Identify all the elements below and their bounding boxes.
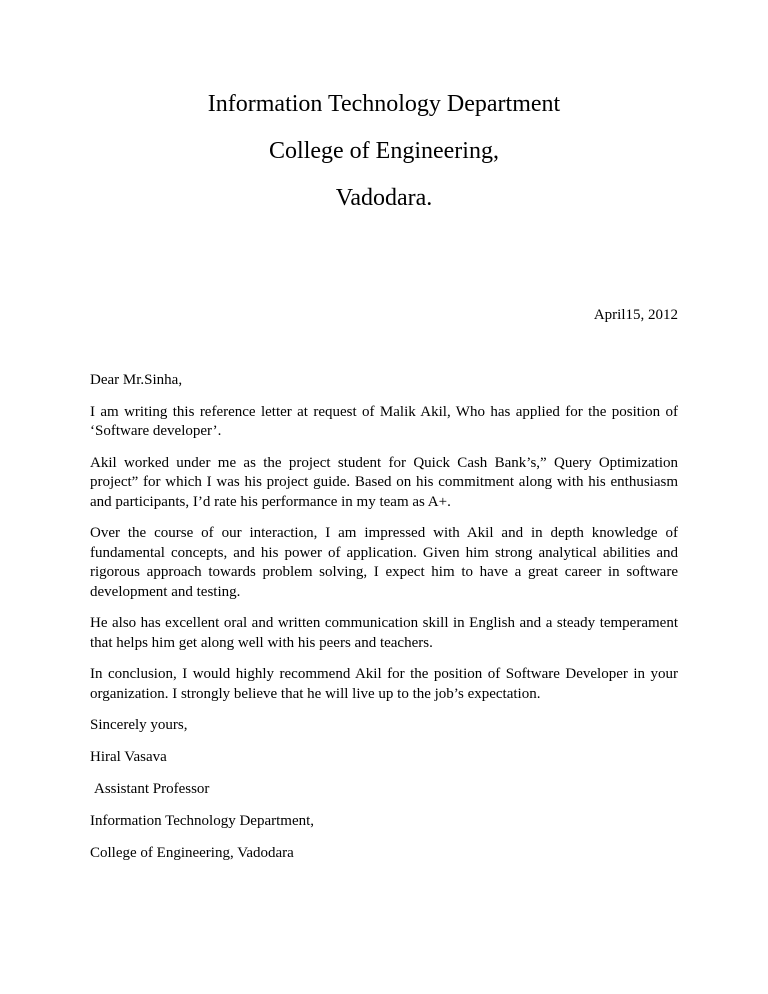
letter-date: April15, 2012 — [593, 307, 678, 323]
letterhead-department: Information Technology Department — [207, 91, 561, 117]
signer-name: Hiral Vasava — [90, 749, 167, 765]
signer-institution: College of Engineering, Vadodara — [90, 845, 294, 861]
paragraph-intro: I am writing this reference letter at request of Malik Akil, Who has applied for the position of ‘Software developer’. — [90, 403, 678, 439]
letterhead-city: Vadodara. — [335, 185, 433, 211]
paragraph-interaction: Over the course of our interaction, I am impressed with Akil and in depth knowledge of fundamental concepts, and his power of application. Given him strong analytical abilities and rigorous approach towards problem solving, I expect him to have a great career in software development and testing. — [90, 525, 678, 600]
signature-block — [90, 716, 678, 864]
salutation: Dear Mr.Sinha, — [90, 372, 183, 388]
paragraph-communication: He also has excellent oral and written communication skill in English and a steady temperament that helps him get along well with his peers and teachers. — [90, 615, 678, 651]
letterhead-college: College of Engineering, — [269, 138, 499, 164]
paragraph-project: Akil worked under me as the project student for Quick Cash Bank’s,” Query Optimization project” for which I was his project guide. Based on his commitment along with his enthusiasm and participants, I’d rate his performance in my team as A+. — [90, 454, 678, 510]
paragraph-conclusion: In conclusion, I would highly recommend Akil for the position of Software Developer in your organization. I strongly believe that he will live up to the job’s expectation. — [90, 666, 678, 702]
closing: Sincerely yours, — [90, 717, 188, 733]
letter-body — [90, 371, 678, 876]
signer-department: Information Technology Department, — [90, 813, 315, 829]
signer-title: Assistant Professor — [94, 781, 210, 797]
